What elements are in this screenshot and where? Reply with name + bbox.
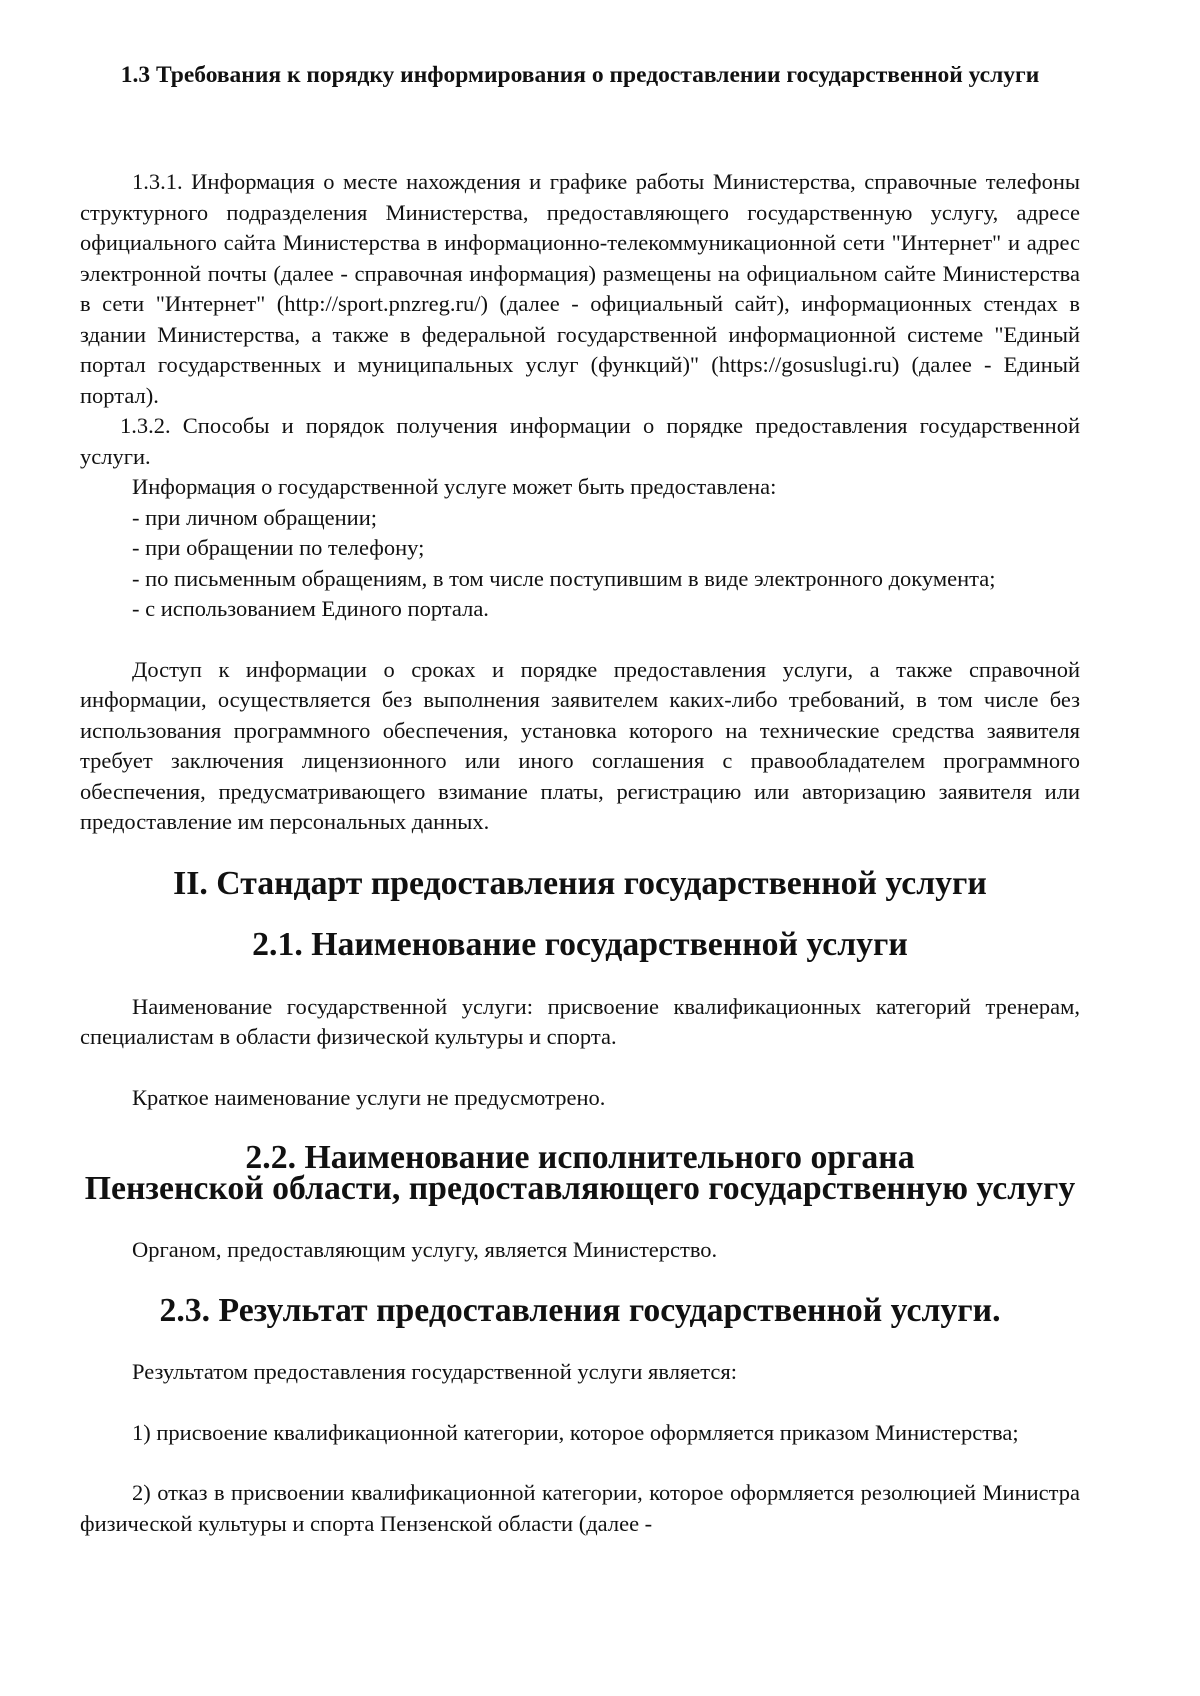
paragraph-2-1-b: Краткое наименование услуги не предусмотрено. — [132, 1084, 606, 1110]
paragraph-2-1-a: Наименование государственной услуги: присвоение квалификационных категорий тренерам, специалистам в области физической культуры и спорта. — [80, 993, 1080, 1049]
heading-2-2-line2: Пензенской области, предоставляющего государственную услугу — [84, 1169, 1076, 1207]
paragraph-1-3-2: 1.3.2. Способы и порядок получения информации о порядке предоставления государственной услуги. — [80, 413, 1080, 469]
list-item: - с использованием Единого портала. — [132, 596, 489, 621]
paragraph-2-3-2: 2) отказ в присвоении квалификационной категории, которое оформляется резолюцией Министра физической культуры и спорта Пензенской области (далее - — [80, 1480, 1080, 1536]
heading-2-1: 2.1. Наименование государственной услуги — [252, 926, 908, 963]
list-item: - при личном обращении; — [132, 504, 378, 530]
paragraph-1-3-1: 1.3.1. Информация о месте нахождения и графике работы Министерства, справочные телефоны структурного подразделения Министерства, предоставляющего государственную услугу, адресе официального сайта Министерства в информационно-телекоммуникационной сети "Интернет" и адрес электронной почты (далее - справочная информация) размещены на официальном сайте Министерства в сети "Интернет" (http://sport.pnzreg.ru/) (далее - официальный сайт), информационных стендах в здании Министерства, а также в федеральной государственной информационной системе "Единый портал государственных и муниципальных услуг (функций)" (https://gosuslugi.ru) (далее - Единый портал). — [80, 169, 1080, 408]
paragraph-info-intro: Информация о государственной услуге может быть предоставлена: — [132, 474, 777, 499]
list-item: - при обращении по телефону; — [132, 535, 425, 560]
list-item: - по письменным обращениям, в том числе поступившим в виде электронного документа; — [132, 565, 996, 591]
paragraph-2-3-intro: Результатом предоставления государственной услуги является: — [132, 1359, 737, 1384]
paragraph-2-3-1: 1) присвоение квалификационной категории, которое оформляется приказом Министерства; — [132, 1419, 1019, 1445]
document-page — [80, 60, 1080, 1539]
paragraph-2-2: Органом, предоставляющим услугу, является Министерство. — [132, 1237, 718, 1262]
heading-2-2-line1: 2.2. Наименование исполнительного органа — [245, 1139, 915, 1176]
heading-section-II: II. Стандарт предоставления государственной услуги — [173, 864, 987, 902]
heading-1-3: 1.3 Требования к порядку информирования о предоставлении государственной услуги — [120, 62, 1040, 88]
heading-2-3: 2.3. Результат предоставления государственной услуги. — [159, 1291, 1001, 1329]
paragraph-access: Доступ к информации о сроках и порядке предоставления услуги, а также справочной информации, осуществляется без выполнения заявителем каких-либо требований, в том числе без использования программного обеспечения, установка которого на технические средства заявителя требует заключения лицензионного или иного соглашения с правообладателем программного обеспечения, предусматривающего взимание платы, регистрацию или авторизацию заявителя или предоставление им персональных данных. — [80, 656, 1080, 834]
